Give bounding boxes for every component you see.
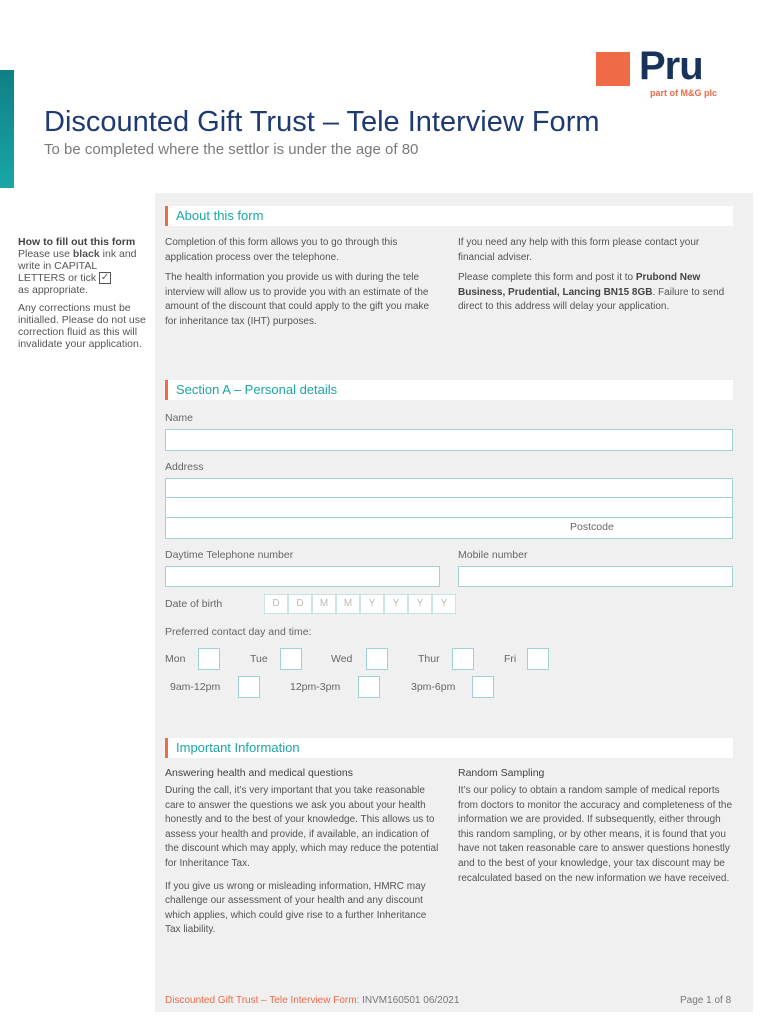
- page-number: Page 1 of 8: [680, 995, 732, 1006]
- about-paragraph: If you need any help with this form please contact your financial adviser.: [458, 237, 700, 263]
- day-checkbox-fri[interactable]: [527, 648, 549, 670]
- daytime-phone-label: Daytime Telephone number: [165, 549, 294, 561]
- postcode-label: Postcode: [570, 521, 614, 533]
- dob-month-box[interactable]: M: [336, 594, 360, 614]
- day-checkbox-thur[interactable]: [452, 648, 474, 670]
- random-sampling-heading: Random Sampling: [458, 767, 545, 779]
- address-label: Address: [165, 461, 204, 473]
- day-label-mon: Mon: [165, 653, 186, 665]
- day-checkbox-tue[interactable]: [280, 648, 302, 670]
- address-line-3-field[interactable]: [165, 518, 733, 539]
- about-address-paragraph: [458, 271, 730, 315]
- about-paragraph: The health information you provide us with during the tele interview will allow us to provide you with an estimate of the amount of the discount that could apply to the gift you make for inheritance tax (IHT) purposes.: [165, 272, 430, 327]
- about-paragraph: Completion of this form allows you to go through this application process over the telephone.: [165, 237, 398, 263]
- logo-square: [596, 52, 630, 86]
- dob-month-box[interactable]: M: [312, 594, 336, 614]
- pru-logo: [596, 44, 726, 102]
- day-label-thur: Thur: [418, 653, 440, 665]
- about-text: Please complete this form and post it to: [458, 272, 636, 284]
- daytime-phone-field[interactable]: [165, 566, 440, 587]
- contact-preference-label: Preferred contact day and time:: [165, 626, 312, 638]
- time-checkbox-midday[interactable]: [358, 676, 380, 698]
- instructions-text: Please use: [18, 248, 73, 260]
- dob-day-box[interactable]: D: [264, 594, 288, 614]
- time-label-morning: 9am-12pm: [170, 681, 221, 693]
- logo-wordmark: Pru: [639, 44, 703, 88]
- health-paragraph: If you give us wrong or misleading information, HMRC may challenge our assessment of your health and any discount which applies, which could give rise to a further Inheritance Tax liability.: [165, 880, 427, 936]
- day-checkbox-mon[interactable]: [198, 648, 220, 670]
- footer-form-reference: [165, 995, 459, 1006]
- address-line-1-field[interactable]: [165, 478, 733, 498]
- time-label-midday: 12pm-3pm: [290, 681, 341, 693]
- dob-year-box[interactable]: Y: [408, 594, 432, 614]
- section-a-heading: Section A – Personal details: [165, 380, 733, 400]
- health-paragraph: During the call, it’s very important that you take reasonable care to answer the questions we ask you about your health honestly and to the best of your knowledge. This allows us to assess your health and provide, if available, an indication of the discount which may apply, which may reduce the potential for Inheritance Tax.: [165, 785, 439, 869]
- day-checkbox-wed[interactable]: [366, 648, 388, 670]
- fill-instructions: [18, 236, 146, 356]
- about-column-left: [165, 236, 443, 330]
- form-subtitle: To be completed where the settlor is under the age of 80: [44, 141, 419, 158]
- instructions-text: as appropriate.: [18, 284, 89, 297]
- name-label: Name: [165, 412, 194, 424]
- footer-form-code: INVM160501 06/2021: [362, 995, 460, 1006]
- corrections-note: Any corrections must be initialled. Please do not use correction fluid as this will invalidate your application.: [18, 302, 146, 351]
- instructions-heading: How to fill out this form: [18, 236, 136, 248]
- random-sampling-text: It’s our policy to obtain a random sample of medical reports from doctors to monitor the accuracy and completeness of the information we are provided. If subsequently, either through this random sampling, or by other means, it is found that you have not taken reasonable care to answer questions honestly and to the best of your knowledge, your tax discount may be recalculated based on the new information we have received.: [458, 785, 733, 884]
- mobile-label: Mobile number: [458, 549, 528, 561]
- day-label-tue: Tue: [250, 653, 268, 665]
- instructions-bold: black: [72, 248, 100, 260]
- instructions-text: ink and write in CAPITAL LETTERS or tick: [18, 248, 137, 284]
- dob-year-box[interactable]: Y: [432, 594, 456, 614]
- dob-year-box[interactable]: Y: [384, 594, 408, 614]
- address-line-2-field[interactable]: [165, 498, 733, 518]
- mobile-field[interactable]: [458, 566, 733, 587]
- footer-form-name: Discounted Gift Trust – Tele Interview Form:: [165, 995, 360, 1006]
- tick-example-icon: ✓: [100, 272, 110, 284]
- about-text: . Failure to send direct to this address will delay your application.: [458, 286, 725, 313]
- health-questions-text: [165, 784, 443, 938]
- dob-day-box[interactable]: D: [288, 594, 312, 614]
- time-checkbox-morning[interactable]: [238, 676, 260, 698]
- important-info-heading: Important Information: [165, 738, 733, 758]
- logo-tagline: part of M&G plc: [650, 88, 717, 98]
- dob-label: Date of birth: [165, 598, 223, 610]
- prubond-address: Prubond New Business, Prudential, Lancing BN15 8GB: [458, 272, 701, 298]
- day-label-fri: Fri: [504, 653, 517, 665]
- health-questions-heading: Answering health and medical questions: [165, 767, 353, 779]
- time-checkbox-afternoon[interactable]: [472, 676, 494, 698]
- teal-edge-stripe: [0, 70, 14, 188]
- about-section-heading: About this form: [165, 206, 733, 226]
- dob-year-box[interactable]: Y: [360, 594, 384, 614]
- name-field[interactable]: [165, 429, 733, 451]
- time-label-afternoon: 3pm-6pm: [411, 681, 456, 693]
- day-label-wed: Wed: [331, 653, 353, 665]
- form-title: Discounted Gift Trust – Tele Interview Form: [44, 106, 600, 138]
- about-column-right: [458, 236, 730, 315]
